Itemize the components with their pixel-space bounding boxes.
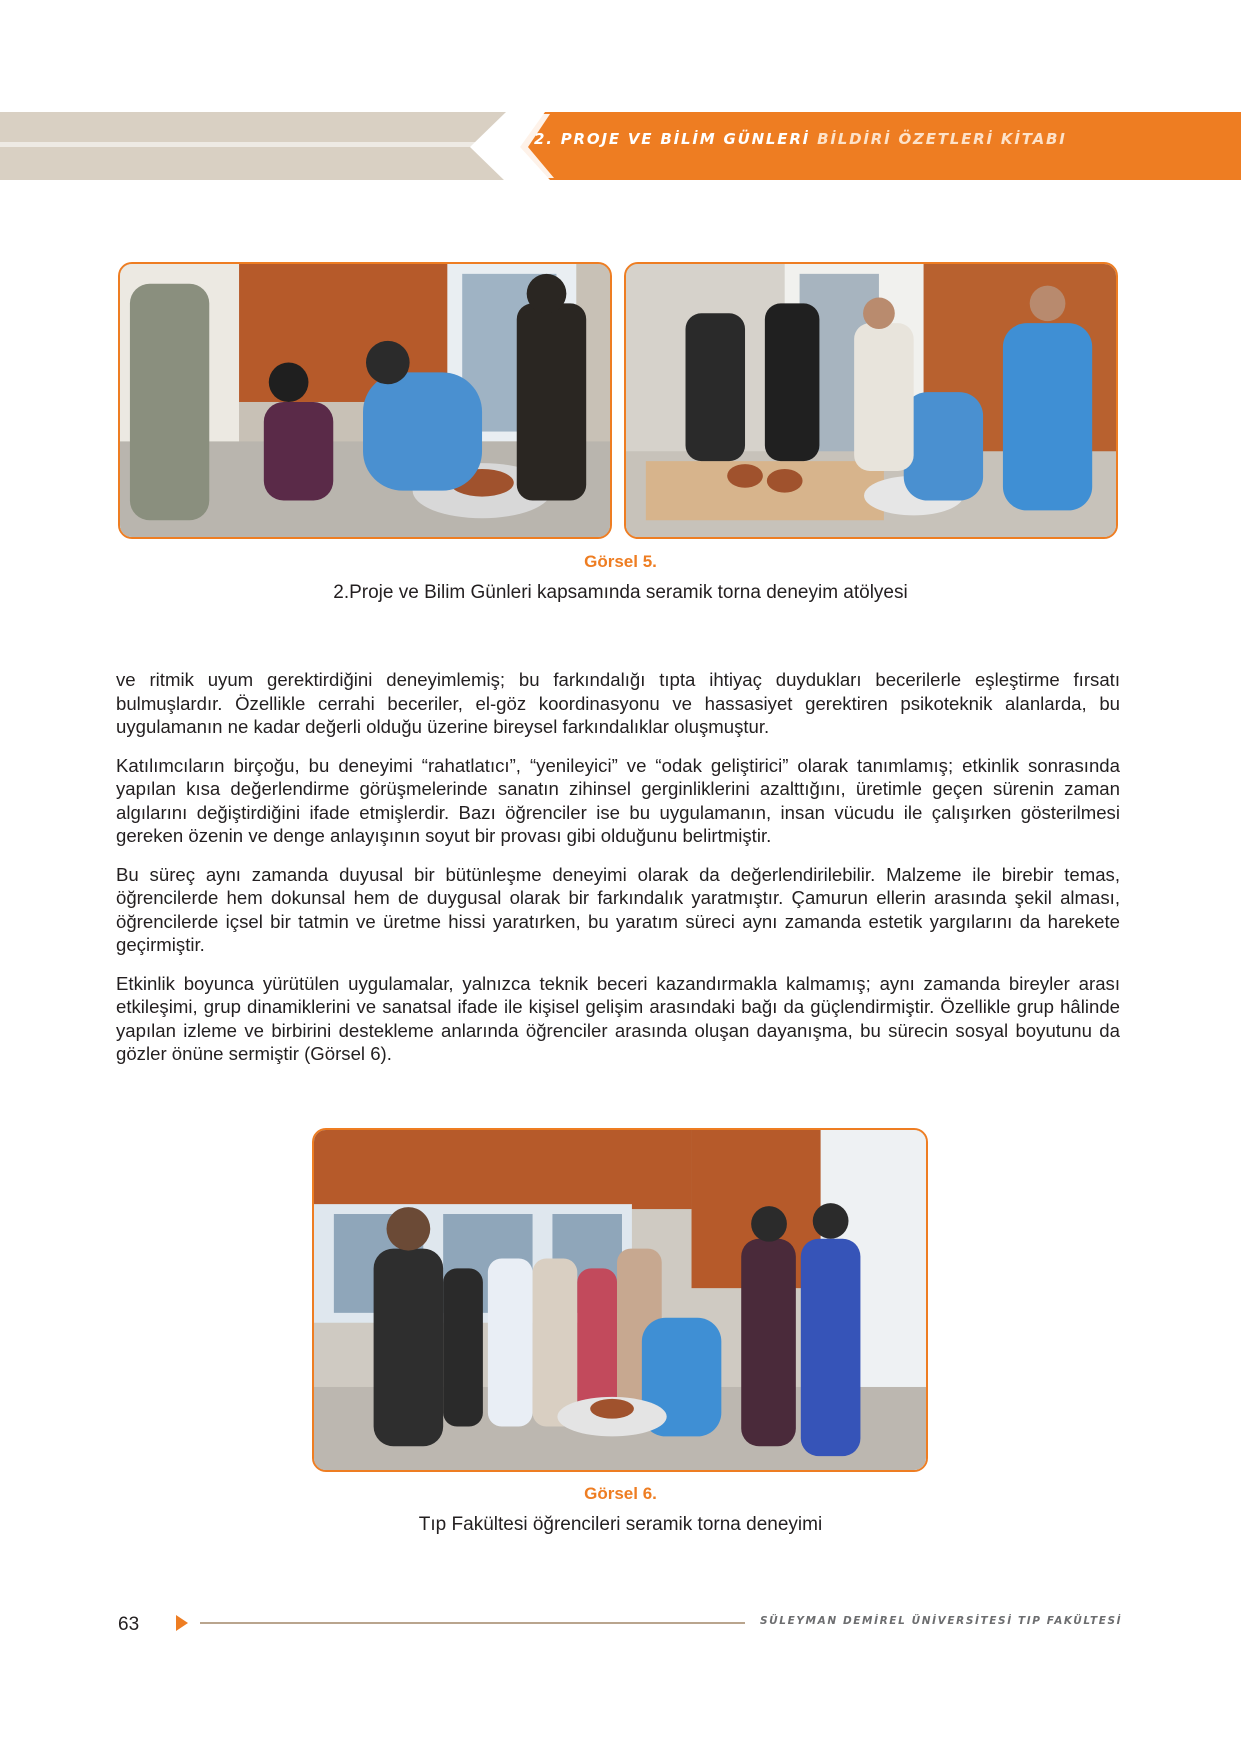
figure6-photo: [312, 1128, 928, 1472]
paragraph-2: Katılımcıların birçoğu, bu deneyimi “rahatlatıcı”, “yenileyici” ve “odak geliştirici” olarak tanımlamış; etkinlik sonrasında yapılan kısa değerlendirme görüşmelerinde sanatın zihinsel gerginliklerini azalttığını, üretimle geçen sürenin zaman algılarını değiştirdiğini ifade etmişlerdir. Bazı öğrenciler ise bu uygulamanın, insan vücudu ile çalışırken gösterilmesi gereken özenin ve denge anlayışının soyut bir provası gibi olduğunu belirtmiştir.: [116, 754, 1120, 846]
figure5-photo-left: [118, 262, 612, 539]
page-number: 63: [118, 1614, 140, 1635]
header-title-light: BİLDİRİ ÖZETLERİ KİTABI: [817, 130, 1067, 148]
figure5-photo-right: [624, 262, 1118, 539]
paragraph-4: Etkinlik boyunca yürütülen uygulamalar, yalnızca teknik beceri kazandırmakla kalmamış; aynı zamanda bireyler arası etkileşimi, grup dinamiklerini ve sanatsal ifade ile kişisel gelişim arasındaki bağı da güçlendirmiştir. Özellikle grup hâlinde yapılan izleme ve birbirini destekleme anlarında öğrenciler arasında oluşan dayanışma, bu sürecin sosyal boyutunu da gözler önüne sermiştir (Görsel 6).: [116, 972, 1120, 1064]
header-title: [534, 130, 1224, 148]
figure6-label: Görsel 6.: [584, 1484, 657, 1503]
header-title-bold: 2. PROJE VE BİLİM GÜNLERİ: [534, 130, 811, 148]
header-band-beige: [0, 112, 520, 180]
figure5-caption: 2.Proje ve Bilim Günleri kapsamında seramik torna deneyim atölyesi: [333, 582, 908, 603]
figure6-caption: Tıp Fakültesi öğrencileri seramik torna deneyimi: [418, 1514, 823, 1535]
paragraph-1: ve ritmik uyum gerektirdiğini deneyimlemiş; bu farkındalığı tıpta ihtiyaç duydukları becerilerle eşleştirme fırsatı bulmuşlardır. Özellikle cerrahi beceriler, el-göz koordinasyonu ve hassasiyet gerektiren psikoteknik alanlarda, bu uygulamanın ne kadar değerli olduğu üzerine bireysel farkındalıklar oluşmuştur.: [116, 669, 1120, 737]
footer-institution: SÜLEYMAN DEMİREL ÜNİVERSİTESİ TIP FAKÜLTESİ: [760, 1615, 1123, 1627]
paragraph-3: Bu süreç aynı zamanda duyusal bir bütünleşme deneyimi olarak da değerlendirilebilir. Malzeme ile birebir temas, öğrencilerde hem dokunsal hem de duygusal olarak bir farkındalık yaratmıştır. Çamurun ellerin arasında şekil alması, öğrencilerde içsel bir tatmin ve üretme hissi yaratırken, bu yaratım süreci aynı zamanda estetik yargılarını da harekete geçirmiştir.: [116, 863, 1120, 955]
footer-arrow-icon: [176, 1615, 188, 1631]
body-text: [116, 668, 1120, 1081]
figure5-label: Görsel 5.: [584, 552, 657, 571]
footer-divider: [200, 1622, 745, 1624]
